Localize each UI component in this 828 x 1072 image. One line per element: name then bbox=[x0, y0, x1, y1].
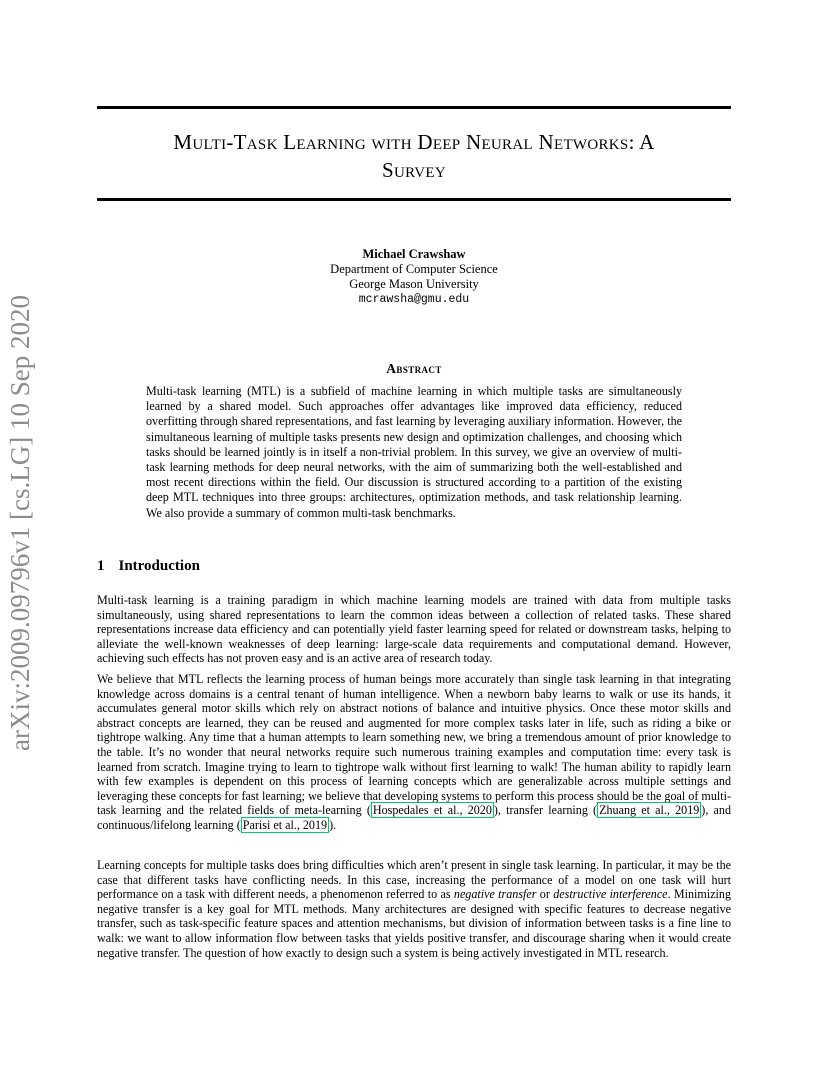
paragraph-3-text-b: or bbox=[536, 887, 554, 902]
author-block bbox=[214, 247, 614, 307]
paragraph-3-text-c: . Minimizing negative transfer is a key goal for MTL methods. Many architectures are designed with specific features to decrease negative transfer, such as task-specific feature spaces and attention mechanisms, but division of information between tasks is a fine line to walk: we want to allow information flow between tasks that yields positive transfer, and discourage sharing when it would create negative transfer. The question of how exactly to design such a system is being actively investigated in MTL research. bbox=[97, 887, 732, 960]
citation-zhuang-2019[interactable]: Zhuang et al., 2019 bbox=[599, 803, 700, 818]
term-destructive-interference: destructive interference bbox=[553, 887, 668, 902]
intro-paragraph-3 bbox=[97, 858, 731, 960]
section-title: Introduction bbox=[118, 558, 200, 574]
section-heading-introduction bbox=[97, 558, 200, 575]
abstract-heading: Abstract bbox=[386, 361, 442, 376]
author-university: George Mason University bbox=[349, 277, 479, 291]
paragraph-2-text-d: ). bbox=[329, 817, 337, 832]
term-negative-transfer: negative transfer bbox=[453, 887, 537, 902]
author-email: mcrawsha@gmu.edu bbox=[358, 293, 470, 306]
paragraph-2-text-a: We believe that MTL reflects the learning process of human beings more accurately than single task learning in that integrating knowledge across domains is a central tenant of human intelligence. When a newborn baby learns to walk or use its hands, it accumulates general motor skills which rely on abstract notions of balance and intuitive physics. Once these motor skills and abstract concepts are learned, they can be reused and augmented for more complex tasks later in life, such as riding a bike or tightrope walking. Any time that a human attempts to learn something new, we bring a tremendous amount of prior knowledge to the table. It’s no wonder that neural networks require such numerous training examples and computation time: every task is learned from scratch. Imagine trying to learn to tightrope walk without first learning to walk! The human ability to rapidly learn with few examples is dependent on this process of learning concepts which are generalizable across multiple settings and leveraging these concepts for fast learning; we believe that developing systems to perform this process should be the goal of multi-task learning and the related fields of meta-learning ( bbox=[97, 672, 731, 818]
title-line-1: Multi-Task Learning with Deep Neural Networks: A bbox=[173, 130, 655, 154]
arxiv-identifier-stamp: arXiv:2009.09796v1 [cs.LG] 10 Sep 2020 bbox=[5, 295, 35, 751]
title-line-2: Survey bbox=[382, 158, 446, 182]
citation-hospedales-2020[interactable]: Hospedales et al., 2020 bbox=[372, 803, 492, 818]
intro-paragraph-1: Multi-task learning is a training paradigm in which machine learning models are trained with data from multiple tasks simultaneously, using shared representations to learn the common ideas between a collection of related tasks. These shared representations increase data efficiency and can potentially yield faster learning speed for related or downstream tasks, helping to alleviate the well-known weaknesses of deep learning: large-scale data requirements and computational demand. However, achieving such effects has not proven easy and is an active area of research today. bbox=[97, 593, 731, 666]
abstract-text: Multi-task learning (MTL) is a subfield of machine learning in which multiple tasks are simultaneously learned by a shared model. Such approaches offer advantages like improved data efficiency, reduced overfitting through shared representations, and fast learning by leveraging auxiliary information. However, the simultaneous learning of multiple tasks presents new design and optimization challenges, and choosing which tasks should be learned jointly is in itself a non-trivial problem. In this survey, we give an overview of multi-task learning methods for deep neural networks, with the aim of summarizing both the well-established and most recent directions within the field. Our discussion is structured according to a partition of the existing deep MTL techniques into three groups: architectures, optimization methods, and task relationship learning. We also provide a summary of common multi-task benchmarks. bbox=[146, 384, 682, 520]
section-number: 1 bbox=[97, 558, 105, 574]
title-top-rule bbox=[97, 106, 731, 109]
paragraph-2-text-c: ), and continuous/lifelong learning ( bbox=[97, 803, 731, 832]
paragraph-3-text-a: Learning concepts for multiple tasks does bring difficulties which aren’t present in single task learning. In particular, it may be the case that different tasks have conflicting needs. In this case, increasing the performance of a model on one task will hurt performance on a task with different needs, a phenomenon referred to as bbox=[97, 858, 731, 902]
intro-paragraph-2 bbox=[97, 672, 731, 833]
paragraph-2-text-b: ), transfer learning ( bbox=[493, 803, 598, 818]
paper-title bbox=[97, 128, 731, 184]
author-name: Michael Crawshaw bbox=[362, 247, 466, 261]
title-bottom-rule bbox=[97, 198, 731, 201]
author-department: Department of Computer Science bbox=[330, 262, 498, 276]
citation-parisi-2019[interactable]: Parisi et al., 2019 bbox=[242, 817, 328, 832]
